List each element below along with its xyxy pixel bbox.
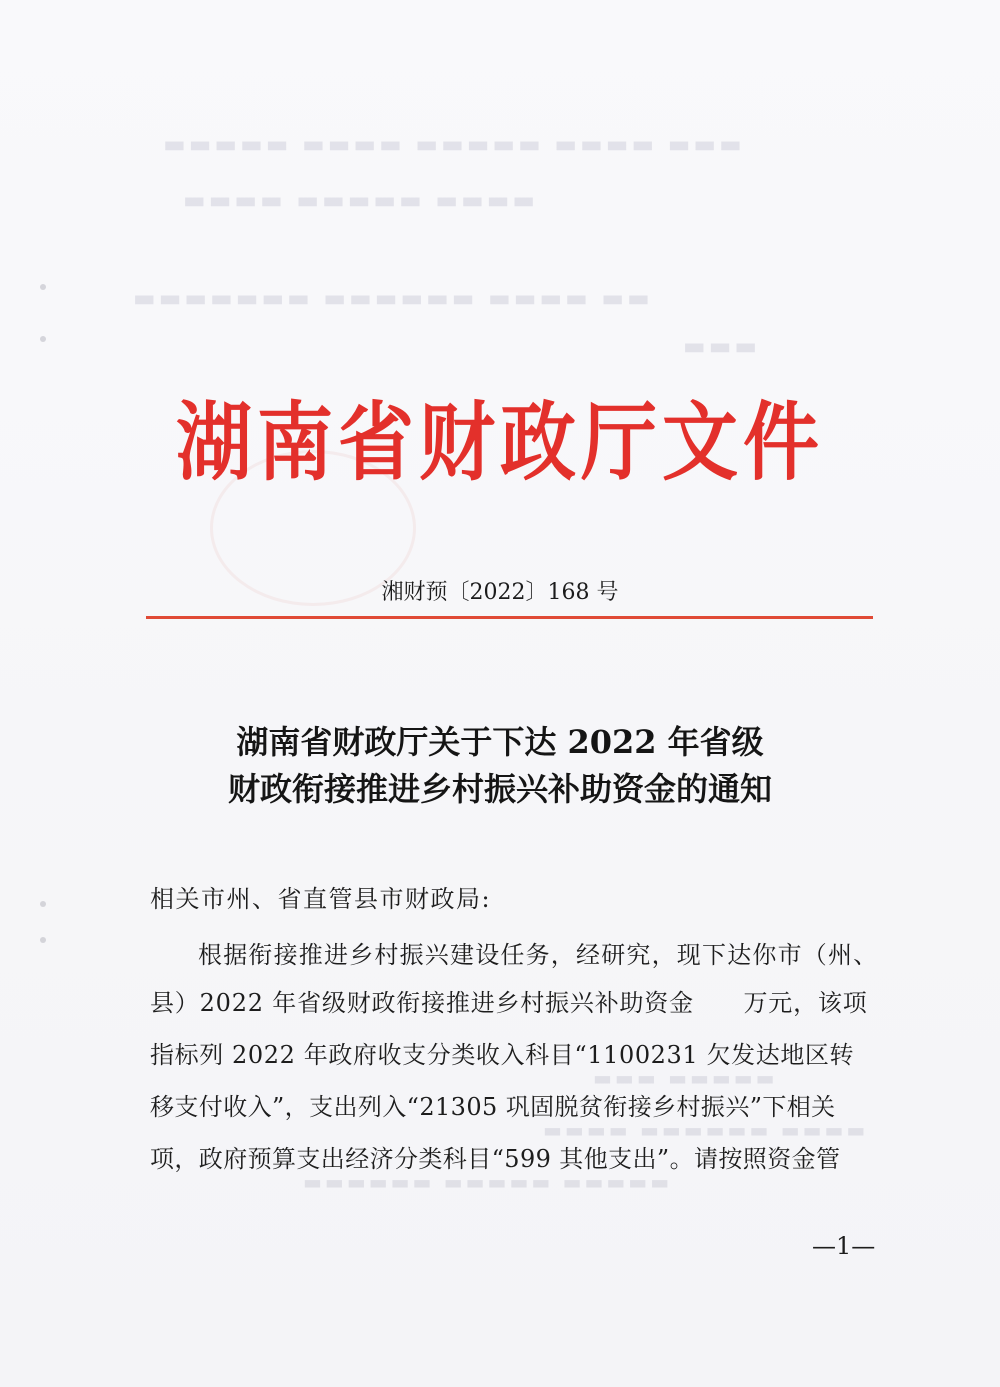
red-divider-line [146, 616, 873, 619]
punch-hole-dot [40, 901, 46, 907]
page-number: —1— [812, 1232, 876, 1260]
bleed-through-mark: ▬▬▬▬ ▬▬▬▬▬▬ ▬▬▬▬ [540, 1118, 866, 1142]
body-line: 县）2022 年省级财政衔接推进乡村振兴补助资金 万元，该项 [150, 989, 868, 1017]
bleed-through-mark: ▬▬▬▬▬ ▬▬▬ [590, 1066, 775, 1090]
bleed-through-mark: ▬▬▬▬▬ ▬▬▬▬▬ ▬▬▬▬▬▬ [300, 1170, 670, 1194]
bleed-through-mark: ▬▬▬ ▬▬▬▬ ▬▬▬▬▬ ▬▬▬▬ ▬▬▬▬▬ [160, 130, 742, 158]
punch-hole-dot [40, 937, 46, 943]
body-line: 指标列 2022 年政府收支分类收入科目“1100231 欠发达地区转 [150, 1041, 855, 1069]
bleed-through-mark: ▬▬ ▬▬▬▬ ▬▬▬▬▬▬ ▬▬▬▬▬▬▬ [130, 284, 650, 312]
bleed-through-mark: ▬▬▬▬ ▬▬▬▬▬ ▬▬▬▬ [180, 186, 536, 214]
body-line: 根据衔接推进乡村振兴建设任务，经研究，现下达你市（州、 [198, 941, 879, 969]
document-number: 湘财预〔2022〕168 号 [381, 580, 619, 605]
addressee: 相关市州、省直管县市财政局: [150, 885, 492, 913]
document-title-line-1: 湖南省财政厅关于下达 2022 年省级 [236, 723, 764, 761]
punch-hole-dot [40, 336, 46, 342]
punch-hole-dot [40, 284, 46, 290]
body-line: 项，政府预算支出经济分类科目“599 其他支出”。请按照资金管 [150, 1145, 841, 1173]
bleed-through-mark: ▬▬▬ [680, 332, 758, 360]
body-line: 移支付收入”，支出列入“21305 巩固脱贫衔接乡村振兴”下相关 [150, 1093, 836, 1121]
document-title-line-2: 财政衔接推进乡村振兴补助资金的通知 [227, 770, 772, 808]
red-header-title: 湖南省财政厅文件 [176, 392, 824, 493]
